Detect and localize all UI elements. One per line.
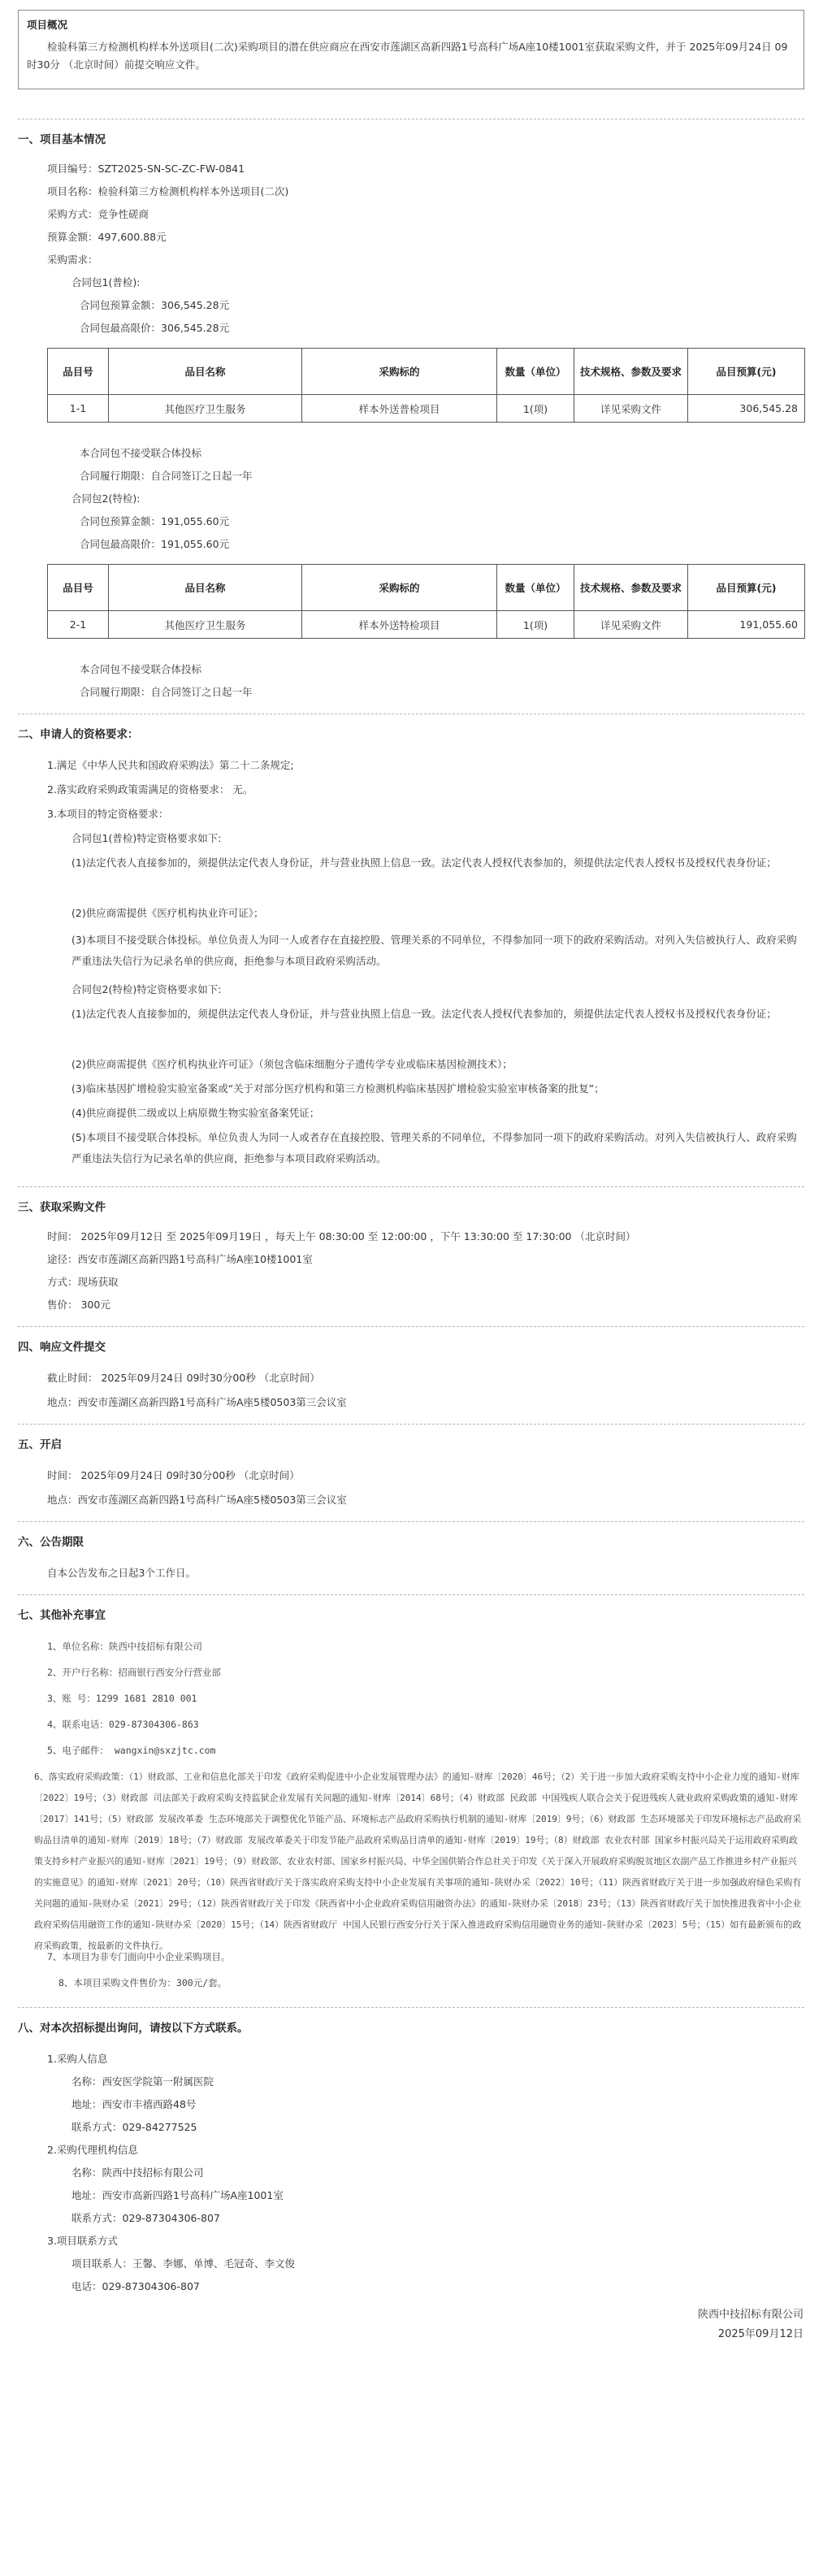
table-cell: 191,055.60 xyxy=(688,611,805,639)
project-phone: 电话：029-87304306-807 xyxy=(71,2280,200,2292)
lot2-requirement-2: (2)供应商需提供《医疗机构执业许可证》（须包含临床细胞分子遗传学专业或临床基因检测技术）； xyxy=(71,1058,513,1070)
project-contacts: 项目联系人：王馨、李娜、单博、毛冠奇、李文俊 xyxy=(71,2257,296,2270)
lot2-budget: 合同包预算金额：191,055.60元 xyxy=(80,515,230,527)
header-cell: 品目预算(元) xyxy=(688,349,805,395)
signature-date: 2025年09月12日 xyxy=(717,2328,804,2340)
table-row xyxy=(48,611,805,639)
agency-address: 地址：西安市高新四路1号高科广场A座1001室 xyxy=(71,2189,284,2201)
section-7-title: 七、其他补充事宜 xyxy=(18,1609,106,1622)
table-cell: 2-1 xyxy=(48,611,109,639)
budget-amount: 预算金额：497,600.88元 xyxy=(47,231,167,243)
procurement-method: 采购方式：竞争性磋商 xyxy=(47,208,149,220)
divider xyxy=(18,1521,804,1522)
opening-place: 地点：西安市莲湖区高新四路1号高科广场A座5楼0503第三会议室 xyxy=(47,1494,347,1506)
lot1-requirement-2: (2)供应商需提供《医疗机构执业许可证》； xyxy=(71,907,264,919)
table-cell: 1-1 xyxy=(48,395,109,423)
table-cell: 详见采购文件 xyxy=(574,611,688,639)
announcement-period: 自本公告发布之日起3个工作日。 xyxy=(47,1567,196,1579)
purchaser-phone: 联系方式：029-84277525 xyxy=(71,2121,197,2133)
project-contact-title: 3.项目联系方式 xyxy=(47,2235,118,2247)
supplement-item: 1、单位名称：陕西中技招标有限公司 xyxy=(47,1641,202,1652)
divider xyxy=(18,1186,804,1187)
header-cell: 品目名称 xyxy=(109,565,302,611)
purchaser-info-title: 1.采购人信息 xyxy=(47,2053,108,2065)
lot1-consortium-note: 本合同包不接受联合体投标 xyxy=(80,447,202,459)
procurement-policies: 6、落实政府采购政策：（1）财政部、工业和信息化部关于印发《政府采购促进中小企业发展管理办法》的通知-财库〔2020〕46号；（2）关于进一步加大政府采购支持中小企业力度的通知-财库〔2022〕19号；（3）财政部 司法部关于政府采购支持监狱企业发展有关问题的通知-财库〔2014〕68号；（4）财政部 民政部 中国残疾人联合会关于促进残疾人就业政府采购政策的通知-财库〔2017〕141号；（5）财政部 发展改革委 生态环境部关于调整优化节能产品、环境标志产品政府采购执行机制的通知-财库〔2019〕9号；（6）财政部 生态环境部关于印发环境标志产品政府采购品目清单的通知-财库〔2019〕18号；（7）财政部 发展改革委关于印发节能产品政府采购品目清单的通知-财库〔2019〕19号；（8）财政部 农业农村部 国家乡村振兴局关于运用政府采购政策支持乡村产业振兴的通知-财库〔2021〕19号；（9）财政部、农业农村部、国家乡村振兴局、中华全国供销合作总社关于印发《关于深入开展政府采购脱贫地区农副产品工作推进乡村产业振兴的实施意见》的通知-财库〔2021〕20号；（10）陕西省财政厅关于落实政府采购支持中小企业发展有关事项的通知-陕财办采〔2022〕10号；（11）陕西省财政厅关于进一步加强政府绿色采购有关问题的通知-陕财办采〔2021〕29号；（12）陕西省财政厅关于印发《陕西省中小企业政府采购信用融资办法》的通知-陕财办采〔2018〕23号；（13）陕西省财政厅关于加快推进我省中小企业政府采购信用融资工作的通知-陕财办采〔2020〕15号；（14）陕西省财政厅 中国人民银行西安分行关于深入推进政府采购信用融资业务的通知-陕财办采〔2023〕5号；（15）如有最新颁布的政府采购政策，按最新的文件执行。 xyxy=(34,1772,802,1951)
project-number: 项目编号：SZT2025-SN-SC-ZC-FW-0841 xyxy=(47,163,245,175)
divider xyxy=(18,713,804,714)
lot2-requirements-title: 合同包2(特检)特定资格要求如下: xyxy=(71,983,222,995)
lot1-requirement-3: (3)本项目不接受联合体投标。单位负责人为同一人或者存在直接控股、管理关系的不同单位，不得参加同一项下的政府采购活动。对列入失信被执行人、政府采购严重违法失信行为记录名单的供应商，拒绝参与本项目政府采购活动。 xyxy=(71,934,797,967)
table-cell: 1(项) xyxy=(497,611,574,639)
header-cell: 采购标的 xyxy=(302,565,497,611)
acquisition-time: 时间： 2025年09月12日 至 2025年09月19日 ，每天上午 08:30:00 至 12:00:00 ，下午 13:30:00 至 17:30:00 （北京时间） xyxy=(47,1230,636,1242)
table-header-row xyxy=(48,349,805,395)
lot2-max-price: 合同包最高限价：191,055.60元 xyxy=(80,538,230,550)
table-cell: 306,545.28 xyxy=(688,395,805,423)
supplement-item: 3、账 号：1299 1681 2810 001 xyxy=(47,1693,197,1704)
table-cell: 1(项) xyxy=(497,395,574,423)
lot1-period: 合同履行期限：自合同签订之日起一年 xyxy=(80,470,253,482)
section-8-title: 八、对本次招标提出询问，请按以下方式联系。 xyxy=(18,2022,249,2035)
opening-time: 时间： 2025年09月24日 09时30分00秒 （北京时间） xyxy=(47,1469,300,1481)
section-6-title: 六、公告期限 xyxy=(18,1536,84,1549)
acquisition-place: 途径：西安市莲湖区高新四路1号高科广场A座10楼1001室 xyxy=(47,1253,313,1265)
purchaser-name: 名称：西安医学院第一附属医院 xyxy=(71,2075,214,2088)
header-cell: 数量（单位） xyxy=(497,349,574,395)
agency-info-title: 2.采购代理机构信息 xyxy=(47,2144,138,2156)
header-cell: 技术规格、参数及要求 xyxy=(574,565,688,611)
lot2-requirement-4: (4)供应商提供二级或以上病原微生物实验室备案凭证； xyxy=(71,1107,320,1119)
table-cell: 样本外送普检项目 xyxy=(302,395,497,423)
procurement-demand-label: 采购需求： xyxy=(47,254,98,266)
lot2-period: 合同履行期限：自合同签订之日起一年 xyxy=(80,686,253,698)
divider xyxy=(18,1424,804,1425)
acquisition-way: 方式：现场获取 xyxy=(47,1276,119,1288)
agency-phone: 联系方式：029-87304306-807 xyxy=(71,2212,220,2224)
divider xyxy=(18,2007,804,2008)
overview-text: 检验科第三方检测机构样本外送项目(二次)采购项目的潜在供应商应在西安市莲湖区高新四路1号高科广场A座10楼1001室获取采购文件，并于 2025年09月24日 09时30分 （北京时间）前提交响应文件。 xyxy=(27,41,788,71)
lot1-requirement-1: (1)法定代表人直接参加的，须提供法定代表人身份证，并与营业执照上信息一致。法定代表人授权代表参加的，须提供法定代表人授权书及授权代表身份证； xyxy=(71,856,777,869)
agency-name: 名称：陕西中技招标有限公司 xyxy=(71,2166,204,2179)
header-cell: 品目号 xyxy=(48,349,109,395)
divider xyxy=(18,1594,804,1595)
section-1-title: 一、项目基本情况 xyxy=(18,133,106,146)
lot2-consortium-note: 本合同包不接受联合体投标 xyxy=(80,663,202,675)
qualification-1: 1.满足《中华人民共和国政府采购法》第二十二条规定; xyxy=(47,759,294,771)
table-cell: 样本外送特检项目 xyxy=(302,611,497,639)
qualification-3: 3.本项目的特定资格要求： xyxy=(47,808,169,820)
section-5-title: 五、开启 xyxy=(18,1438,62,1451)
lot2-table xyxy=(47,564,805,639)
table-cell: 其他医疗卫生服务 xyxy=(109,395,302,423)
project-name: 项目名称：检验科第三方检测机构样本外送项目(二次) xyxy=(47,185,289,197)
section-4-title: 四、响应文件提交 xyxy=(18,1341,106,1354)
lot1-title: 合同包1(普检): xyxy=(71,276,141,288)
supplement-item: 8、本项目采购文件售价为：300元/套。 xyxy=(58,1977,227,1988)
table-cell: 其他医疗卫生服务 xyxy=(109,611,302,639)
lot2-requirement-1: (1)法定代表人直接参加的，须提供法定代表人身份证，并与营业执照上信息一致。法定代表人授权代表参加的，须提供法定代表人授权书及授权代表身份证； xyxy=(71,1008,777,1020)
supplement-item: 2、开户行名称：招商银行西安分行营业部 xyxy=(47,1667,221,1678)
section-3-title: 三、获取采购文件 xyxy=(18,1201,106,1214)
lot2-title: 合同包2(特检): xyxy=(71,492,141,505)
qualification-2: 2.落实政府采购政策需满足的资格要求： 无。 xyxy=(47,783,253,796)
submission-deadline: 截止时间： 2025年09月24日 09时30分00秒 （北京时间） xyxy=(47,1372,320,1384)
divider xyxy=(18,1326,804,1327)
supplement-item: 7、本项目为非专门面向中小企业采购项目。 xyxy=(47,1951,231,1962)
lot2-requirement-3: (3)临床基因扩增检验实验室备案或“关于对部分医疗机构和第三方检测机构临床基因扩增检验实验室审核备案的批复”； xyxy=(71,1082,604,1095)
header-cell: 品目预算(元) xyxy=(688,565,805,611)
section-2-title: 二、申请人的资格要求： xyxy=(18,728,139,741)
header-cell: 品目名称 xyxy=(109,349,302,395)
document-price: 售价： 300元 xyxy=(47,1299,110,1311)
supplement-item: 4、联系电话：029-87304306-863 xyxy=(47,1719,199,1730)
purchaser-address: 地址：西安市丰禧西路48号 xyxy=(71,2098,197,2110)
header-cell: 数量（单位） xyxy=(497,565,574,611)
header-cell: 品目号 xyxy=(48,565,109,611)
overview-title: 项目概况 xyxy=(27,19,68,31)
lot1-requirements-title: 合同包1(普检)特定资格要求如下: xyxy=(71,832,222,844)
signature-org: 陕西中技招标有限公司 xyxy=(697,2309,804,2321)
submission-place: 地点：西安市莲湖区高新四路1号高科广场A座5楼0503第三会议室 xyxy=(47,1396,347,1408)
project-overview-box xyxy=(18,10,804,89)
lot2-requirement-5: (5)本项目不接受联合体投标。单位负责人为同一人或者存在直接控股、管理关系的不同单位，不得参加同一项下的政府采购活动。对列入失信被执行人、政府采购严重违法失信行为记录名单的供应商，拒绝参与本项目政府采购活动。 xyxy=(71,1131,797,1164)
table-cell: 详见采购文件 xyxy=(574,395,688,423)
header-cell: 采购标的 xyxy=(302,349,497,395)
header-cell: 技术规格、参数及要求 xyxy=(574,349,688,395)
supplement-email: 5、电子邮件： wangxin@sxzjtc.com xyxy=(47,1745,216,1756)
table-row xyxy=(48,395,805,423)
table-header-row xyxy=(48,565,805,611)
lot1-table xyxy=(47,348,805,423)
lot1-budget: 合同包预算金额：306,545.28元 xyxy=(80,299,230,311)
lot1-max-price: 合同包最高限价：306,545.28元 xyxy=(80,322,230,334)
